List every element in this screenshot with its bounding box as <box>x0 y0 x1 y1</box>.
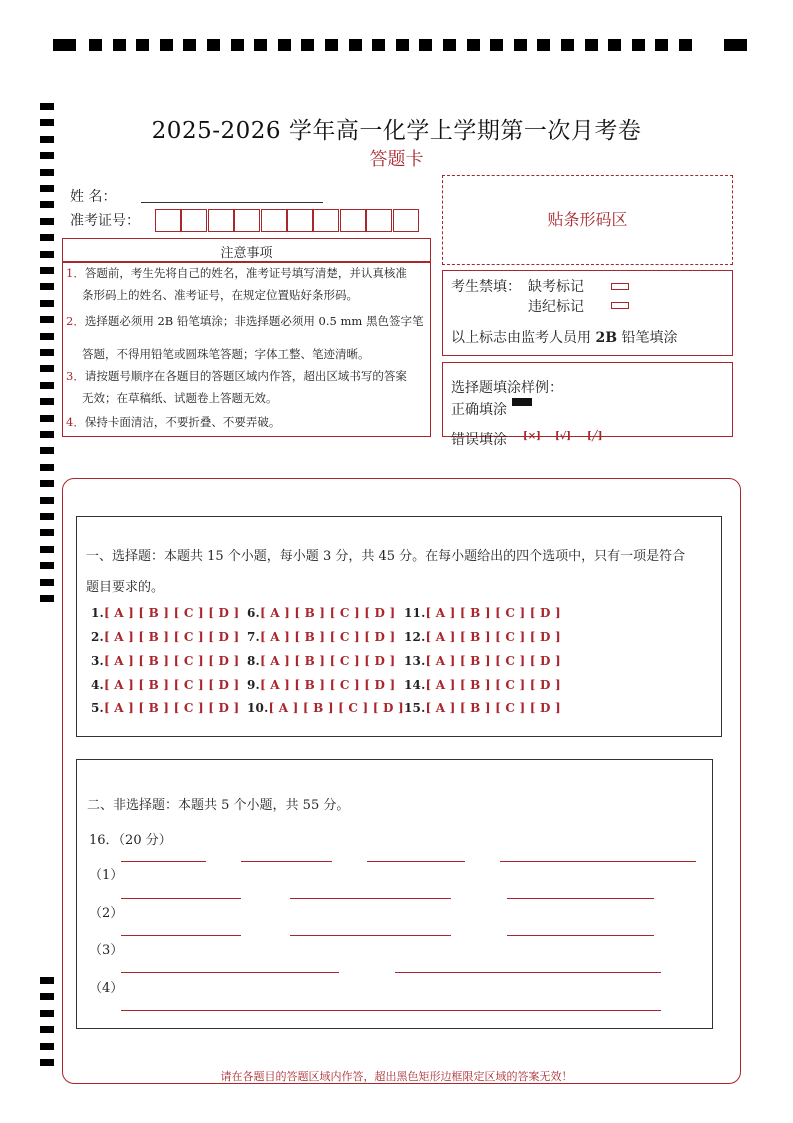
question-number: 8. <box>247 654 260 668</box>
answer-line[interactable] <box>395 972 661 973</box>
timing-mark <box>40 251 54 258</box>
notice-title: 注意事项 <box>220 246 273 261</box>
answer-line[interactable] <box>121 1010 661 1011</box>
mcq-question-5[interactable] <box>91 701 239 715</box>
notice-item-3: 3．请按题号顺序在各题目的答题区域内作答，超出区域书写的答案 <box>66 369 407 383</box>
timing-mark <box>207 39 220 51</box>
mcq-question-6[interactable] <box>247 606 395 620</box>
question-number: 10. <box>247 701 269 715</box>
part-3-label: （3） <box>89 943 124 958</box>
timing-mark <box>40 431 54 438</box>
question-number: 14. <box>404 678 426 692</box>
absent-mark-label: 缺考标记 <box>528 279 584 295</box>
answer-options[interactable]: [ A ] [ B ] [ C ] [ D ] <box>103 654 240 668</box>
part-2-label: （2） <box>89 906 124 921</box>
violation-mark-label: 违纪标记 <box>528 299 584 315</box>
mcq-question-4[interactable] <box>91 678 239 692</box>
question-number: 13. <box>404 654 426 668</box>
exam-id-digit-cell[interactable] <box>393 209 419 232</box>
timing-mark <box>40 349 54 356</box>
timing-mark <box>396 39 409 51</box>
notice-header <box>62 238 431 262</box>
answer-line[interactable] <box>290 898 451 899</box>
answer-options[interactable]: [ A ] [ B ] [ C ] [ D ] <box>259 654 396 668</box>
question-number: 5. <box>91 701 104 715</box>
mcq-question-10[interactable] <box>247 701 404 715</box>
timing-mark <box>40 300 54 307</box>
answer-line[interactable] <box>507 898 654 899</box>
timing-mark <box>632 39 645 51</box>
name-label: 姓 名： <box>70 189 117 205</box>
answer-options[interactable]: [ A ] [ B ] [ C ] [ D ] <box>425 654 561 668</box>
mcq-question-8[interactable] <box>247 654 395 668</box>
timing-mark <box>183 39 196 51</box>
timing-mark <box>301 39 314 51</box>
timing-mark <box>40 365 54 372</box>
mcq-question-2[interactable] <box>91 630 239 644</box>
exam-id-digit-cell[interactable] <box>340 209 366 232</box>
timing-mark <box>40 993 54 1000</box>
timing-mark <box>561 39 574 51</box>
answer-options[interactable]: [ A ] [ B ] [ C ] [ D ] <box>259 630 396 644</box>
timing-mark <box>40 218 54 225</box>
timing-mark <box>40 480 54 487</box>
question-number: 3. <box>91 654 104 668</box>
answer-line[interactable] <box>121 972 339 973</box>
name-field[interactable] <box>141 202 323 203</box>
answer-line[interactable] <box>290 935 451 936</box>
exam-title: 2025-2026 学年高一化学上学期第一次月考卷 <box>151 118 642 144</box>
notice-item-2: 2．选择题必须用 2B 铅笔填涂；非选择题必须用 0.5 mm 黑色签字笔 <box>66 314 424 328</box>
answer-options[interactable]: [ A ] [ B ] [ C ] [ D ] <box>103 630 240 644</box>
answer-options[interactable]: [ A ] [ B ] [ C ] [ D ] <box>268 701 404 715</box>
timing-mark <box>679 39 692 51</box>
mcq-question-15[interactable] <box>404 701 561 715</box>
exam-id-digit-cell[interactable] <box>287 209 313 232</box>
timing-mark <box>585 39 598 51</box>
section2-title: 二、非选择题：本题共 5 个小题，共 55 分。 <box>87 798 350 813</box>
timing-mark <box>40 398 54 405</box>
exam-id-digit-cell[interactable] <box>261 209 287 232</box>
timing-mark <box>514 39 527 51</box>
timing-mark <box>254 39 267 51</box>
question-number: 11. <box>404 606 426 620</box>
violation-mark-box[interactable] <box>611 302 629 309</box>
exam-id-label: 准考证号： <box>70 213 140 229</box>
barcode-label: 贴条形码区 <box>547 210 628 229</box>
answer-line[interactable] <box>367 861 465 862</box>
timing-mark <box>40 513 54 520</box>
exam-id-digit-cell[interactable] <box>208 209 234 232</box>
timing-mark <box>40 415 54 422</box>
part-1-label: （1） <box>89 868 124 883</box>
answer-line[interactable] <box>121 935 241 936</box>
timing-mark <box>40 103 54 110</box>
timing-mark <box>40 562 54 569</box>
timing-mark <box>490 39 503 51</box>
timing-mark <box>724 39 747 51</box>
answer-options[interactable]: [ A ] [ B ] [ C ] [ D ] <box>259 606 396 620</box>
timing-mark <box>40 1043 54 1050</box>
mcq-question-7[interactable] <box>247 630 395 644</box>
timing-mark <box>325 39 338 51</box>
question-number: 7. <box>247 630 260 644</box>
timing-mark <box>136 39 149 51</box>
question-number: 1. <box>91 606 104 620</box>
timing-mark <box>53 39 76 51</box>
answer-line[interactable] <box>241 861 332 862</box>
answer-options[interactable]: [ A ] [ B ] [ C ] [ D ] <box>103 606 240 620</box>
timing-mark <box>113 39 126 51</box>
answer-options[interactable]: [ A ] [ B ] [ C ] [ D ] <box>425 701 561 715</box>
mcq-question-9[interactable] <box>247 678 395 692</box>
exam-id-digit-cell[interactable] <box>155 209 181 232</box>
answer-options[interactable]: [ A ] [ B ] [ C ] [ D ] <box>425 606 561 620</box>
timing-mark <box>40 201 54 208</box>
timing-mark <box>349 39 362 51</box>
question-number: 15. <box>404 701 426 715</box>
question-number: 2. <box>91 630 104 644</box>
mcq-question-1[interactable] <box>91 606 239 620</box>
section1-title: 一、选择题：本题共 15 个小题，每小题 3 分，共 45 分。在每小题给出的四个选项中，只有一项是符合 <box>86 549 686 564</box>
notice-item-3-cont: 无效；在草稿纸、试题卷上答题无效。 <box>82 391 278 405</box>
timing-mark <box>40 333 54 340</box>
mcq-question-14[interactable] <box>404 678 561 692</box>
correct-fill-sample <box>512 398 532 406</box>
question-number: 9. <box>247 678 260 692</box>
part-4-label: （4） <box>89 981 124 996</box>
wrong-mark-check: [√] <box>555 431 572 442</box>
timing-mark <box>40 1026 54 1033</box>
timing-mark <box>655 39 668 51</box>
timing-mark <box>89 39 102 51</box>
timing-mark <box>40 529 54 536</box>
timing-mark <box>443 39 456 51</box>
question-number: 4. <box>91 678 104 692</box>
timing-mark <box>40 579 54 586</box>
notice-item-2-cont: 答题，不得用铅笔或圆珠笔答题；字体工整、笔迹清晰。 <box>82 347 370 361</box>
proctor-label: 考生禁填： <box>451 279 521 295</box>
timing-mark <box>40 234 54 241</box>
mcq-question-12[interactable] <box>404 630 561 644</box>
answer-line[interactable] <box>121 861 206 862</box>
timing-mark <box>40 283 54 290</box>
answer-line[interactable] <box>121 898 241 899</box>
q16-label: 16．（20 分） <box>89 833 172 848</box>
sample-title: 选择题填涂样例： <box>451 380 563 396</box>
timing-mark <box>40 382 54 389</box>
proctor-note: 以上标志由监考人员用 2B 铅笔填涂 <box>451 330 678 346</box>
question-number: 6. <box>247 606 260 620</box>
correct-fill-label: 正确填涂 <box>451 402 507 418</box>
timing-mark <box>40 185 54 192</box>
timing-mark <box>537 39 550 51</box>
timing-mark <box>40 497 54 504</box>
timing-mark <box>231 39 244 51</box>
answer-card-subtitle: 答题卡 <box>369 149 424 170</box>
timing-mark <box>40 595 54 602</box>
answer-options[interactable]: [ A ] [ B ] [ C ] [ D ] <box>103 678 240 692</box>
mcq-question-3[interactable] <box>91 654 239 668</box>
timing-mark <box>40 977 54 984</box>
footer-warning: 请在各题目的答题区域内作答，超出黑色矩形边框限定区域的答案无效！ <box>220 1070 573 1083</box>
section1-title-cont: 题目要求的。 <box>86 580 165 595</box>
notice-item-1-cont: 条形码上的姓名、准考证号，在规定位置贴好条形码。 <box>82 288 358 302</box>
wrong-fill-label: 错误填涂 <box>451 432 507 448</box>
timing-mark <box>40 1059 54 1066</box>
question-number: 12. <box>404 630 426 644</box>
timing-mark <box>160 39 173 51</box>
timing-mark <box>40 447 54 454</box>
exam-id-digit-cell[interactable] <box>313 209 339 232</box>
exam-id-digit-cell[interactable] <box>366 209 392 232</box>
mcq-question-11[interactable] <box>404 606 561 620</box>
exam-id-digit-cell[interactable] <box>234 209 260 232</box>
timing-mark <box>40 464 54 471</box>
timing-mark <box>372 39 385 51</box>
timing-mark <box>278 39 291 51</box>
mcq-question-13[interactable] <box>404 654 561 668</box>
timing-mark <box>467 39 480 51</box>
timing-mark <box>40 546 54 553</box>
timing-mark <box>40 267 54 274</box>
notice-item-4: 4．保持卡面清洁，不要折叠、不要弄破。 <box>66 415 281 429</box>
timing-mark <box>419 39 432 51</box>
answer-options[interactable]: [ A ] [ B ] [ C ] [ D ] <box>425 630 561 644</box>
barcode-area <box>442 175 733 265</box>
answer-line[interactable] <box>500 861 696 862</box>
exam-id-digit-cell[interactable] <box>181 209 207 232</box>
absent-mark-box[interactable] <box>611 283 629 290</box>
answer-options[interactable]: [ A ] [ B ] [ C ] [ D ] <box>425 678 561 692</box>
timing-mark <box>40 316 54 323</box>
answer-options[interactable]: [ A ] [ B ] [ C ] [ D ] <box>259 678 396 692</box>
wrong-mark-slash: [╱] <box>587 431 603 442</box>
timing-mark <box>40 1010 54 1017</box>
notice-item-1: 1．答题前，考生先将自己的姓名，准考证号填写清楚，并认真核准 <box>66 266 407 280</box>
answer-options[interactable]: [ A ] [ B ] [ C ] [ D ] <box>103 701 240 715</box>
answer-line[interactable] <box>507 935 654 936</box>
timing-mark <box>608 39 621 51</box>
wrong-mark-cross: [×] <box>523 431 541 442</box>
